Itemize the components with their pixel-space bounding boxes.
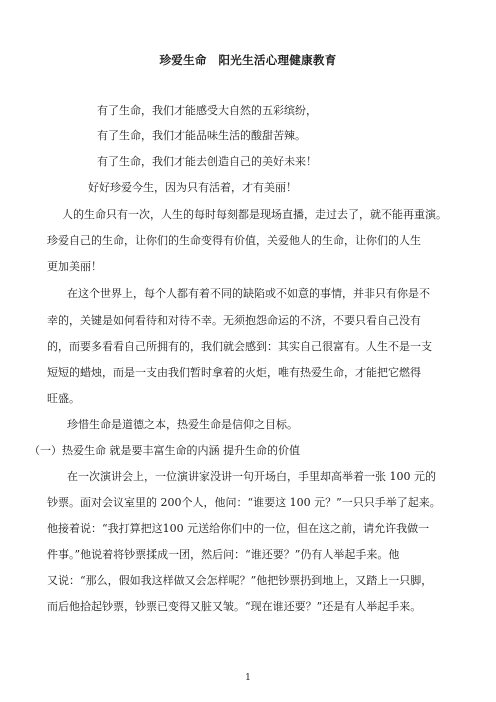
page-number: 1: [245, 673, 251, 683]
document-title: 珍爱生命 阳光生活心理健康教育: [159, 53, 337, 67]
poem-line: 有了生命，我们才能去创造自己的美好未来！: [97, 155, 317, 168]
paragraph-line: 短短的蜡烛，而是一支由我们暂时拿着的火炬，唯有热爱生命，才能把它燃得: [47, 366, 421, 379]
paragraph-line: 珍爱自己的生命，让你们的生命变得有价值，关爱他人的生命，让你们的人生: [47, 234, 421, 247]
paragraph-line: 件事。”他说着将钞票揉成一团，然后问：“谁还要？”仍有人举起手来。他: [47, 548, 400, 561]
paragraph-line: 钞票。面对会议室里的 200个人，他问：“谁要这 100 元？”一只只手举了起来。: [47, 496, 441, 509]
paragraph-line: 珍惜生命是道德之本，热爱生命是信仰之目标。: [67, 418, 298, 431]
paragraph-line: 他接着说：“我打算把这100 元送给你们中的一位，但在这之前，请允许我做一: [47, 522, 430, 535]
paragraph-line: 人的生命只有一次，人生的每时每刻都是现场直播，走过去了，就不能再重演。: [62, 208, 447, 221]
paragraph-line: 旺盛。: [47, 392, 80, 405]
paragraph-line: 的，而要多看看自己所拥有的，我们就会感到：其实自己很富有。人生不是一支: [47, 340, 432, 353]
paragraph-line: 幸的，关键是如何看待和对待不幸。无须抱怨命运的不济，不要只看自己没有: [47, 314, 421, 327]
section-heading: （一）热爱生命 就是要丰富生命的内涵 提升生命的价值: [29, 444, 300, 457]
poem-line: 有了生命，我们才能感受大自然的五彩缤纷，: [97, 104, 317, 117]
paragraph-line: 又说：“那么，假如我这样做又会怎样呢？”他把钞票扔到地上，又踏上一只脚，: [47, 574, 433, 587]
poem-line: 好好珍爱今生，因为只有活着，才有美丽！: [88, 181, 297, 194]
poem-line: 有了生命，我们才能品味生活的酸甜苦辣。: [97, 129, 306, 142]
paragraph-line: 在这个世界上，每个人都有着不同的缺陷或不如意的事情，并非只有你是不: [67, 287, 430, 300]
paragraph-line: 在一次演讲会上，一位演讲家没讲一句开场白，手里却高举着一张 100 元的: [67, 470, 436, 483]
paragraph-line: 更加美丽！: [47, 260, 102, 273]
paragraph-line: 而后他拾起钞票，钞票已变得又脏又皱。“现在谁还要？”还是有人举起手来。: [47, 600, 422, 613]
